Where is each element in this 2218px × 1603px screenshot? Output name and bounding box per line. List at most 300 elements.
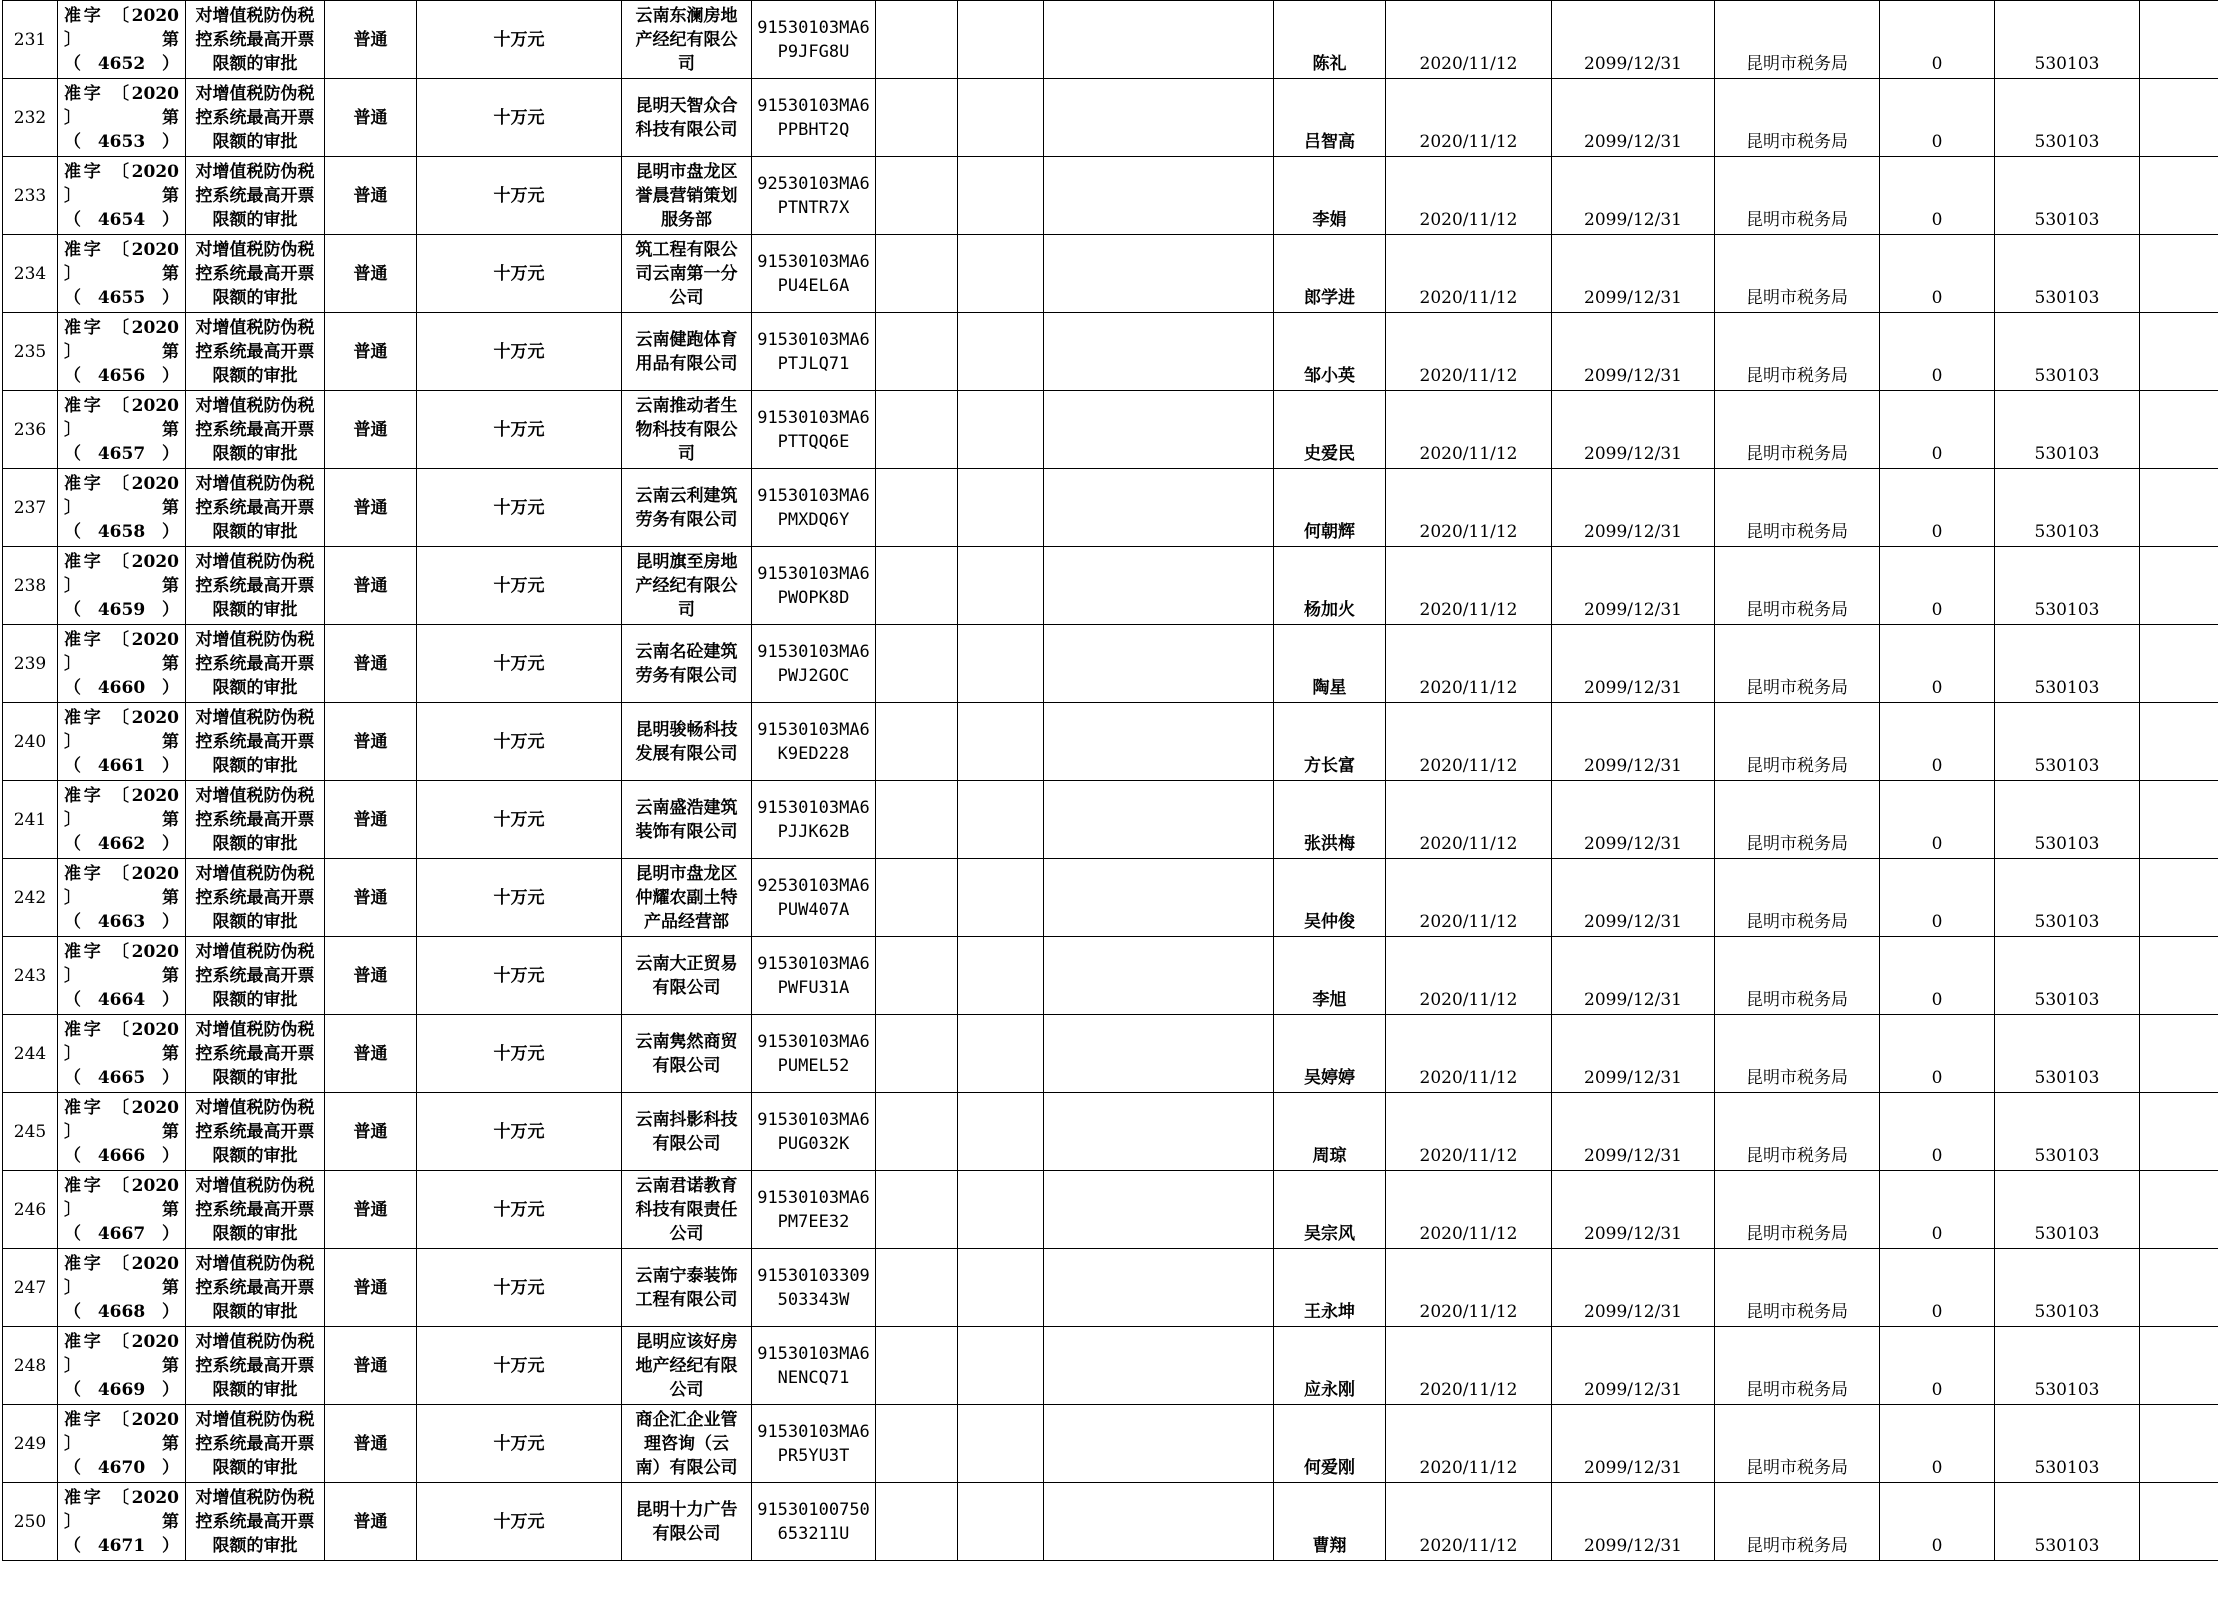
start-date-cell: 2020/11/12 [1386, 157, 1552, 235]
document-number-line: （4655） [64, 287, 179, 308]
region-code-cell: 530103 [1995, 703, 2140, 781]
authority-cell: 昆明市税务局 [1715, 391, 1880, 469]
row-number-cell: 231 [3, 1, 58, 79]
company-name-cell [622, 1, 752, 79]
row-number-cell: 233 [3, 157, 58, 235]
authority-cell: 昆明市税务局 [1715, 79, 1880, 157]
credit-code-line: 91530103MA6 [757, 1343, 870, 1364]
document-number-line: 准字 〔2020 [64, 317, 179, 338]
company-name-line: 有限公司 [652, 1523, 721, 1544]
empty-cell [1044, 1483, 1274, 1561]
company-name-line: 科技有限责任 [635, 1199, 738, 1220]
row-number-cell: 234 [3, 235, 58, 313]
region-code-cell: 530103 [1995, 391, 2140, 469]
document-number-line: 〕 第 [64, 497, 179, 518]
end-date-cell: 2099/12/31 [1552, 157, 1715, 235]
end-date-cell: 2099/12/31 [1552, 391, 1715, 469]
credit-code-cell [752, 1093, 876, 1171]
status-cell: 0 [1880, 547, 1995, 625]
empty-cell [958, 547, 1044, 625]
credit-code-cell [752, 313, 876, 391]
company-name-line: 科技有限公司 [635, 119, 738, 140]
document-number-line: （4654） [64, 209, 179, 230]
document-number-line: （4656） [64, 365, 179, 386]
status-cell: 0 [1880, 1249, 1995, 1327]
row-number-cell: 247 [3, 1249, 58, 1327]
document-number-line: 准字 〔2020 [64, 1019, 179, 1040]
company-name-line: 产品经营部 [644, 911, 729, 932]
document-number-line: 〕 第 [64, 1277, 179, 1298]
document-number-line: 准字 〔2020 [64, 785, 179, 806]
credit-code-cell [752, 157, 876, 235]
company-name-line: 公司 [669, 1379, 704, 1400]
document-number-line: 准字 〔2020 [64, 707, 179, 728]
empty-cell [958, 235, 1044, 313]
company-name-cell [622, 625, 752, 703]
credit-code-line: PUMEL52 [777, 1055, 850, 1076]
empty-cell [2140, 547, 2218, 625]
company-name-cell [622, 157, 752, 235]
document-number-cell [58, 1327, 186, 1405]
end-date-cell: 2099/12/31 [1552, 235, 1715, 313]
document-number-line: 〕 第 [64, 965, 179, 986]
company-name-line: 有限公司 [652, 1055, 721, 1076]
legal-person-cell: 吕智高 [1274, 79, 1386, 157]
legal-person-cell: 何爱刚 [1274, 1405, 1386, 1483]
document-number-line: （4659） [64, 599, 179, 620]
invoice-type-cell: 普通 [325, 703, 417, 781]
company-name-line: 有限公司 [652, 977, 721, 998]
document-number-line: 准字 〔2020 [64, 161, 179, 182]
authority-cell: 昆明市税务局 [1715, 547, 1880, 625]
invoice-limit-cell: 十万元 [417, 1405, 622, 1483]
row-number-cell: 242 [3, 859, 58, 937]
end-date-cell: 2099/12/31 [1552, 625, 1715, 703]
empty-cell [2140, 1405, 2218, 1483]
document-number-line: 准字 〔2020 [64, 1487, 179, 1508]
empty-cell [1044, 859, 1274, 937]
invoice-type-cell: 普通 [325, 1483, 417, 1561]
credit-code-line: 91530103MA6 [757, 1109, 870, 1130]
legal-person-cell: 史爱民 [1274, 391, 1386, 469]
approval-item-cell: 对增值税防伪税控系统最高开票限额的审批 [186, 703, 325, 781]
legal-person-cell: 陈礼 [1274, 1, 1386, 79]
empty-cell [2140, 703, 2218, 781]
document-number-line: 准字 〔2020 [64, 1409, 179, 1430]
start-date-cell: 2020/11/12 [1386, 235, 1552, 313]
company-name-cell [622, 1093, 752, 1171]
company-name-line: 云南推动者生 [635, 395, 738, 416]
end-date-cell: 2099/12/31 [1552, 703, 1715, 781]
credit-code-line: 91530103MA6 [757, 95, 870, 116]
end-date-cell: 2099/12/31 [1552, 1093, 1715, 1171]
table-row [3, 1249, 2218, 1327]
empty-cell [876, 1327, 958, 1405]
empty-cell [2140, 1015, 2218, 1093]
credit-code-cell [752, 1249, 876, 1327]
legal-person-cell: 杨加火 [1274, 547, 1386, 625]
company-name-line: 云南抖影科技 [635, 1109, 738, 1130]
credit-code-cell [752, 625, 876, 703]
table-row [3, 235, 2218, 313]
document-number-line: 〕 第 [64, 809, 179, 830]
company-name-line: 昆明十力广告 [635, 1499, 738, 1520]
company-name-cell [622, 703, 752, 781]
status-cell: 0 [1880, 1171, 1995, 1249]
legal-person-cell: 邹小英 [1274, 313, 1386, 391]
invoice-limit-cell: 十万元 [417, 547, 622, 625]
invoice-type-cell: 普通 [325, 469, 417, 547]
company-name-line: 仲耀农副土特 [635, 887, 738, 908]
document-number-line: （4663） [64, 911, 179, 932]
empty-cell [876, 1249, 958, 1327]
document-number-line: 〕 第 [64, 887, 179, 908]
credit-code-line: 91530103MA6 [757, 797, 870, 818]
document-number-line: 〕 第 [64, 1355, 179, 1376]
status-cell: 0 [1880, 859, 1995, 937]
authority-cell: 昆明市税务局 [1715, 859, 1880, 937]
document-number-line: 〕 第 [64, 419, 179, 440]
company-name-line: 云南健跑体育 [635, 329, 738, 350]
company-name-line: 南）有限公司 [635, 1457, 738, 1478]
invoice-limit-cell: 十万元 [417, 1171, 622, 1249]
credit-code-cell [752, 391, 876, 469]
empty-cell [1044, 625, 1274, 703]
company-name-line: 云南东澜房地 [635, 5, 738, 26]
region-code-cell: 530103 [1995, 625, 2140, 703]
company-name-cell [622, 547, 752, 625]
row-number-cell: 238 [3, 547, 58, 625]
start-date-cell: 2020/11/12 [1386, 1405, 1552, 1483]
table-row [3, 859, 2218, 937]
empty-cell [876, 1405, 958, 1483]
credit-code-line: K9ED228 [777, 743, 850, 764]
region-code-cell: 530103 [1995, 235, 2140, 313]
company-name-line: 云南云利建筑 [635, 485, 738, 506]
empty-cell [958, 1093, 1044, 1171]
invoice-type-cell: 普通 [325, 937, 417, 1015]
empty-cell [1044, 1171, 1274, 1249]
document-number-cell [58, 937, 186, 1015]
company-name-line: 装饰有限公司 [635, 821, 738, 842]
credit-code-cell [752, 1405, 876, 1483]
end-date-cell: 2099/12/31 [1552, 859, 1715, 937]
table-row [3, 1171, 2218, 1249]
table-row [3, 1405, 2218, 1483]
table-row [3, 1483, 2218, 1561]
company-name-cell [622, 1249, 752, 1327]
company-name-line: 公司 [669, 287, 704, 308]
legal-person-cell: 曹翔 [1274, 1483, 1386, 1561]
approval-item-cell: 对增值税防伪税控系统最高开票限额的审批 [186, 625, 325, 703]
empty-cell [958, 1327, 1044, 1405]
credit-code-line: PTJLQ71 [777, 353, 850, 374]
invoice-type-cell: 普通 [325, 1249, 417, 1327]
document-number-line: 〕 第 [64, 575, 179, 596]
empty-cell [876, 79, 958, 157]
table-row [3, 79, 2218, 157]
authority-cell: 昆明市税务局 [1715, 157, 1880, 235]
region-code-cell: 530103 [1995, 1405, 2140, 1483]
document-number-cell [58, 1249, 186, 1327]
authority-cell: 昆明市税务局 [1715, 469, 1880, 547]
row-number-cell: 236 [3, 391, 58, 469]
empty-cell [2140, 313, 2218, 391]
document-number-line: 〕 第 [64, 1433, 179, 1454]
approval-item-cell: 对增值税防伪税控系统最高开票限额的审批 [186, 1327, 325, 1405]
end-date-cell: 2099/12/31 [1552, 1405, 1715, 1483]
approval-item-cell: 对增值税防伪税控系统最高开票限额的审批 [186, 313, 325, 391]
credit-code-line: PR5YU3T [777, 1445, 850, 1466]
table-body [3, 1, 2218, 1561]
table-row [3, 1015, 2218, 1093]
row-number-cell: 235 [3, 313, 58, 391]
credit-code-line: P9JFG8U [777, 41, 850, 62]
document-number-line: （4667） [64, 1223, 179, 1244]
authority-cell: 昆明市税务局 [1715, 1249, 1880, 1327]
authority-cell: 昆明市税务局 [1715, 1483, 1880, 1561]
empty-cell [876, 937, 958, 1015]
empty-cell [876, 469, 958, 547]
document-number-line: （4653） [64, 131, 179, 152]
document-number-line: 准字 〔2020 [64, 1097, 179, 1118]
empty-cell [958, 313, 1044, 391]
authority-cell: 昆明市税务局 [1715, 703, 1880, 781]
document-number-cell [58, 703, 186, 781]
empty-cell [958, 937, 1044, 1015]
empty-cell [1044, 313, 1274, 391]
status-cell: 0 [1880, 391, 1995, 469]
end-date-cell: 2099/12/31 [1552, 547, 1715, 625]
approval-item-cell: 对增值税防伪税控系统最高开票限额的审批 [186, 1483, 325, 1561]
legal-person-cell: 李旭 [1274, 937, 1386, 1015]
authority-cell: 昆明市税务局 [1715, 781, 1880, 859]
credit-code-line: 92530103MA6 [757, 173, 870, 194]
status-cell: 0 [1880, 313, 1995, 391]
document-number-cell [58, 1, 186, 79]
region-code-cell: 530103 [1995, 1171, 2140, 1249]
invoice-limit-cell: 十万元 [417, 313, 622, 391]
invoice-type-cell: 普通 [325, 235, 417, 313]
invoice-limit-cell: 十万元 [417, 1249, 622, 1327]
credit-code-line: NENCQ71 [777, 1367, 850, 1388]
document-number-line: 〕 第 [64, 1199, 179, 1220]
status-cell: 0 [1880, 235, 1995, 313]
empty-cell [876, 781, 958, 859]
document-number-line: （4668） [64, 1301, 179, 1322]
region-code-cell: 530103 [1995, 1483, 2140, 1561]
empty-cell [1044, 79, 1274, 157]
document-number-cell [58, 1171, 186, 1249]
credit-code-line: 91530103MA6 [757, 953, 870, 974]
row-number-cell: 245 [3, 1093, 58, 1171]
document-number-line: 〕 第 [64, 731, 179, 752]
empty-cell [2140, 1171, 2218, 1249]
empty-cell [958, 625, 1044, 703]
empty-cell [876, 235, 958, 313]
invoice-type-cell: 普通 [325, 391, 417, 469]
document-number-cell [58, 79, 186, 157]
company-name-line: 用品有限公司 [635, 353, 738, 374]
empty-cell [1044, 1327, 1274, 1405]
document-number-line: （4666） [64, 1145, 179, 1166]
credit-code-line: PWOPK8D [777, 587, 850, 608]
document-number-line: 〕 第 [64, 107, 179, 128]
invoice-limit-cell: 十万元 [417, 235, 622, 313]
approval-item-cell: 对增值税防伪税控系统最高开票限额的审批 [186, 781, 325, 859]
end-date-cell: 2099/12/31 [1552, 1327, 1715, 1405]
row-number-cell: 246 [3, 1171, 58, 1249]
document-number-line: 〕 第 [64, 185, 179, 206]
approval-item-cell: 对增值税防伪税控系统最高开票限额的审批 [186, 937, 325, 1015]
empty-cell [2140, 781, 2218, 859]
empty-cell [1044, 1093, 1274, 1171]
table-row [3, 937, 2218, 1015]
company-name-cell [622, 1171, 752, 1249]
document-number-line: 准字 〔2020 [64, 239, 179, 260]
region-code-cell: 530103 [1995, 1249, 2140, 1327]
approval-item-cell: 对增值税防伪税控系统最高开票限额的审批 [186, 1249, 325, 1327]
credit-code-cell [752, 859, 876, 937]
authority-cell: 昆明市税务局 [1715, 625, 1880, 703]
document-number-line: （4670） [64, 1457, 179, 1478]
invoice-limit-cell: 十万元 [417, 859, 622, 937]
end-date-cell: 2099/12/31 [1552, 1171, 1715, 1249]
credit-code-line: PTNTR7X [777, 197, 850, 218]
credit-code-line: PJJK62B [777, 821, 850, 842]
credit-code-cell [752, 79, 876, 157]
legal-person-cell: 张洪梅 [1274, 781, 1386, 859]
approval-item-cell: 对增值税防伪税控系统最高开票限额的审批 [186, 1093, 325, 1171]
start-date-cell: 2020/11/12 [1386, 79, 1552, 157]
empty-cell [2140, 79, 2218, 157]
document-number-line: （4658） [64, 521, 179, 542]
invoice-limit-cell: 十万元 [417, 1483, 622, 1561]
company-name-cell [622, 313, 752, 391]
company-name-line: 商企汇企业管 [635, 1409, 738, 1430]
end-date-cell: 2099/12/31 [1552, 1249, 1715, 1327]
authority-cell: 昆明市税务局 [1715, 1327, 1880, 1405]
document-number-line: 准字 〔2020 [64, 473, 179, 494]
document-number-line: 准字 〔2020 [64, 863, 179, 884]
company-name-line: 工程有限公司 [635, 1289, 738, 1310]
status-cell: 0 [1880, 469, 1995, 547]
credit-code-cell [752, 547, 876, 625]
row-number-cell: 243 [3, 937, 58, 1015]
invoice-limit-cell: 十万元 [417, 391, 622, 469]
document-number-line: 准字 〔2020 [64, 5, 179, 26]
status-cell: 0 [1880, 1405, 1995, 1483]
empty-cell [2140, 1093, 2218, 1171]
table-row [3, 1, 2218, 79]
authority-cell: 昆明市税务局 [1715, 235, 1880, 313]
invoice-limit-cell: 十万元 [417, 1015, 622, 1093]
license-table [2, 0, 2218, 1561]
credit-code-line: 91530103MA6 [757, 719, 870, 740]
document-number-cell [58, 1093, 186, 1171]
company-name-line: 理咨询（云 [644, 1433, 729, 1454]
document-number-line: 〕 第 [64, 1121, 179, 1142]
start-date-cell: 2020/11/12 [1386, 1483, 1552, 1561]
approval-item-cell: 对增值税防伪税控系统最高开票限额的审批 [186, 1171, 325, 1249]
document-number-cell [58, 157, 186, 235]
company-name-cell [622, 1405, 752, 1483]
credit-code-cell [752, 703, 876, 781]
empty-cell [1044, 1405, 1274, 1483]
document-number-line: （4661） [64, 755, 179, 776]
approval-item-cell: 对增值税防伪税控系统最高开票限额的审批 [186, 157, 325, 235]
authority-cell: 昆明市税务局 [1715, 937, 1880, 1015]
company-name-line: 地产经纪有限 [635, 1355, 738, 1376]
authority-cell: 昆明市税务局 [1715, 1, 1880, 79]
document-number-line: 准字 〔2020 [64, 395, 179, 416]
status-cell: 0 [1880, 157, 1995, 235]
empty-cell [958, 703, 1044, 781]
company-name-line: 产经纪有限公 [635, 575, 738, 596]
invoice-type-cell: 普通 [325, 79, 417, 157]
company-name-line: 云南大正贸易 [635, 953, 738, 974]
legal-person-cell: 周琼 [1274, 1093, 1386, 1171]
company-name-cell [622, 1015, 752, 1093]
empty-cell [2140, 1249, 2218, 1327]
empty-cell [2140, 157, 2218, 235]
company-name-cell [622, 937, 752, 1015]
table-row [3, 391, 2218, 469]
document-number-cell [58, 547, 186, 625]
invoice-limit-cell: 十万元 [417, 79, 622, 157]
company-name-cell [622, 469, 752, 547]
empty-cell [876, 157, 958, 235]
credit-code-line: 91530100750 [757, 1499, 870, 1520]
company-name-line: 云南宁泰装饰 [635, 1265, 738, 1286]
invoice-type-cell: 普通 [325, 1405, 417, 1483]
company-name-line: 云南隽然商贸 [635, 1031, 738, 1052]
end-date-cell: 2099/12/31 [1552, 937, 1715, 1015]
empty-cell [876, 625, 958, 703]
document-number-line: （4665） [64, 1067, 179, 1088]
region-code-cell: 530103 [1995, 469, 2140, 547]
company-name-line: 劳务有限公司 [635, 509, 738, 530]
empty-cell [876, 1171, 958, 1249]
row-number-cell: 237 [3, 469, 58, 547]
empty-cell [1044, 1015, 1274, 1093]
credit-code-line: 91530103MA6 [757, 251, 870, 272]
region-code-cell: 530103 [1995, 781, 2140, 859]
region-code-cell: 530103 [1995, 547, 2140, 625]
end-date-cell: 2099/12/31 [1552, 313, 1715, 391]
company-name-line: 筑工程有限公 [635, 239, 738, 260]
credit-code-line: 91530103MA6 [757, 563, 870, 584]
region-code-cell: 530103 [1995, 157, 2140, 235]
document-number-cell [58, 1405, 186, 1483]
credit-code-line: 91530103MA6 [757, 17, 870, 38]
legal-person-cell: 吴婷婷 [1274, 1015, 1386, 1093]
status-cell: 0 [1880, 625, 1995, 703]
credit-code-cell [752, 937, 876, 1015]
document-number-line: （4671） [64, 1535, 179, 1556]
document-number-cell [58, 859, 186, 937]
row-number-cell: 240 [3, 703, 58, 781]
start-date-cell: 2020/11/12 [1386, 547, 1552, 625]
invoice-type-cell: 普通 [325, 313, 417, 391]
empty-cell [876, 391, 958, 469]
empty-cell [876, 547, 958, 625]
start-date-cell: 2020/11/12 [1386, 1, 1552, 79]
legal-person-cell: 王永坤 [1274, 1249, 1386, 1327]
empty-cell [2140, 469, 2218, 547]
status-cell: 0 [1880, 79, 1995, 157]
credit-code-line: PUW407A [777, 899, 850, 920]
